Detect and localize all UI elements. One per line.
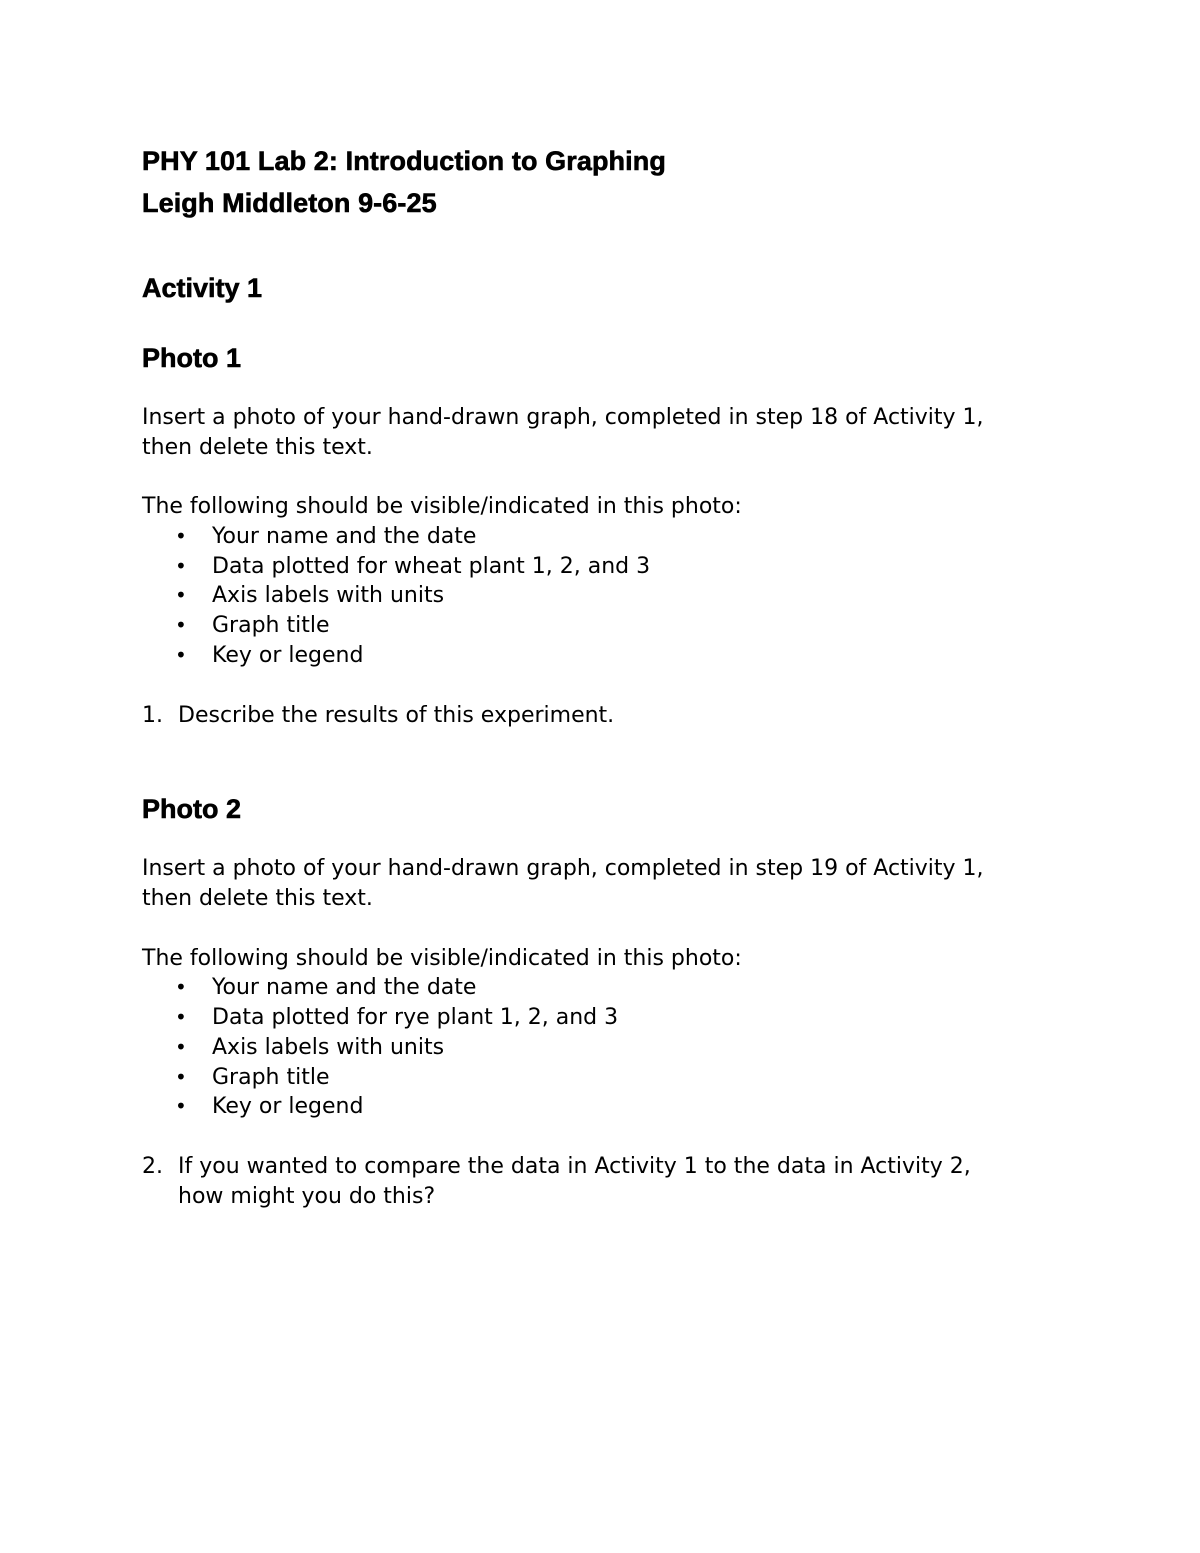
photo-2-section	[142, 789, 1062, 1211]
checklist-item-text: Axis labels with units	[212, 583, 445, 609]
photo-2-instruction-line-2: then delete this text.	[142, 885, 373, 911]
photo-1-instruction-line-2: then delete this text.	[142, 434, 373, 460]
question-1-text: Describe the results of this experiment.	[178, 702, 615, 728]
checklist-item-text: Your name and the date	[212, 523, 477, 549]
document-content	[142, 140, 1062, 1211]
bullet-icon: •	[175, 1064, 187, 1089]
checklist-item-text: Key or legend	[212, 1094, 364, 1120]
checklist-item	[142, 1003, 1062, 1033]
bullet-icon: •	[175, 553, 187, 578]
question-2-line-1: If you wanted to compare the data in Activity 1 to the data in Activity 2,	[178, 1154, 971, 1180]
bullet-icon: •	[175, 583, 187, 608]
checklist-item-text: Graph title	[212, 613, 330, 639]
question-2-line-2: how might you do this?	[178, 1183, 436, 1209]
photo-2-checklist	[142, 973, 1062, 1122]
activity-heading: Activity 1	[142, 273, 263, 303]
checklist-item-text: Graph title	[212, 1064, 330, 1090]
checklist-item	[142, 581, 1062, 611]
checklist-item	[142, 973, 1062, 1003]
checklist-item	[142, 641, 1062, 671]
document-title: PHY 101 Lab 2: Introduction to Graphing	[142, 146, 666, 176]
checklist-item-text: Data plotted for rye plant 1, 2, and 3	[212, 1004, 619, 1030]
bullet-icon: •	[175, 975, 187, 1000]
bullet-icon: •	[175, 1004, 187, 1029]
author-date-line: Leigh Middleton 9-6-25	[142, 188, 437, 218]
checklist-item-text: Your name and the date	[212, 975, 477, 1001]
checklist-item	[142, 1033, 1062, 1063]
question-1	[142, 701, 1062, 731]
question-1-number: 1.	[142, 702, 163, 728]
photo-1-section	[142, 338, 1062, 730]
checklist-item	[142, 1063, 1062, 1093]
photo-1-instruction-line-1: Insert a photo of your hand-drawn graph, completed in step 18 of Activity 1,	[142, 405, 984, 430]
photo-1-checklist-intro: The following should be visible/indicated in this photo:	[142, 494, 742, 520]
photo-1-checklist	[142, 522, 1062, 671]
checklist-item	[142, 522, 1062, 552]
checklist-item	[142, 1092, 1062, 1122]
checklist-item-text: Axis labels with units	[212, 1034, 445, 1060]
bullet-icon: •	[175, 1094, 187, 1119]
photo-2-instruction-line-1: Insert a photo of your hand-drawn graph, completed in step 19 of Activity 1,	[142, 856, 984, 882]
question-2-number: 2.	[142, 1154, 163, 1180]
photo-2-checklist-intro: The following should be visible/indicated in this photo:	[142, 945, 742, 971]
question-2	[142, 1152, 1062, 1211]
checklist-item-text: Key or legend	[212, 642, 364, 668]
bullet-icon: •	[175, 523, 187, 548]
photo-1-heading: Photo 1	[142, 343, 241, 373]
checklist-item	[142, 552, 1062, 582]
bullet-icon: •	[175, 1034, 187, 1059]
bullet-icon: •	[175, 613, 187, 638]
photo-2-heading: Photo 2	[142, 794, 241, 825]
bullet-icon: •	[175, 642, 187, 667]
checklist-item-text: Data plotted for wheat plant 1, 2, and 3	[212, 553, 651, 579]
checklist-item	[142, 611, 1062, 641]
